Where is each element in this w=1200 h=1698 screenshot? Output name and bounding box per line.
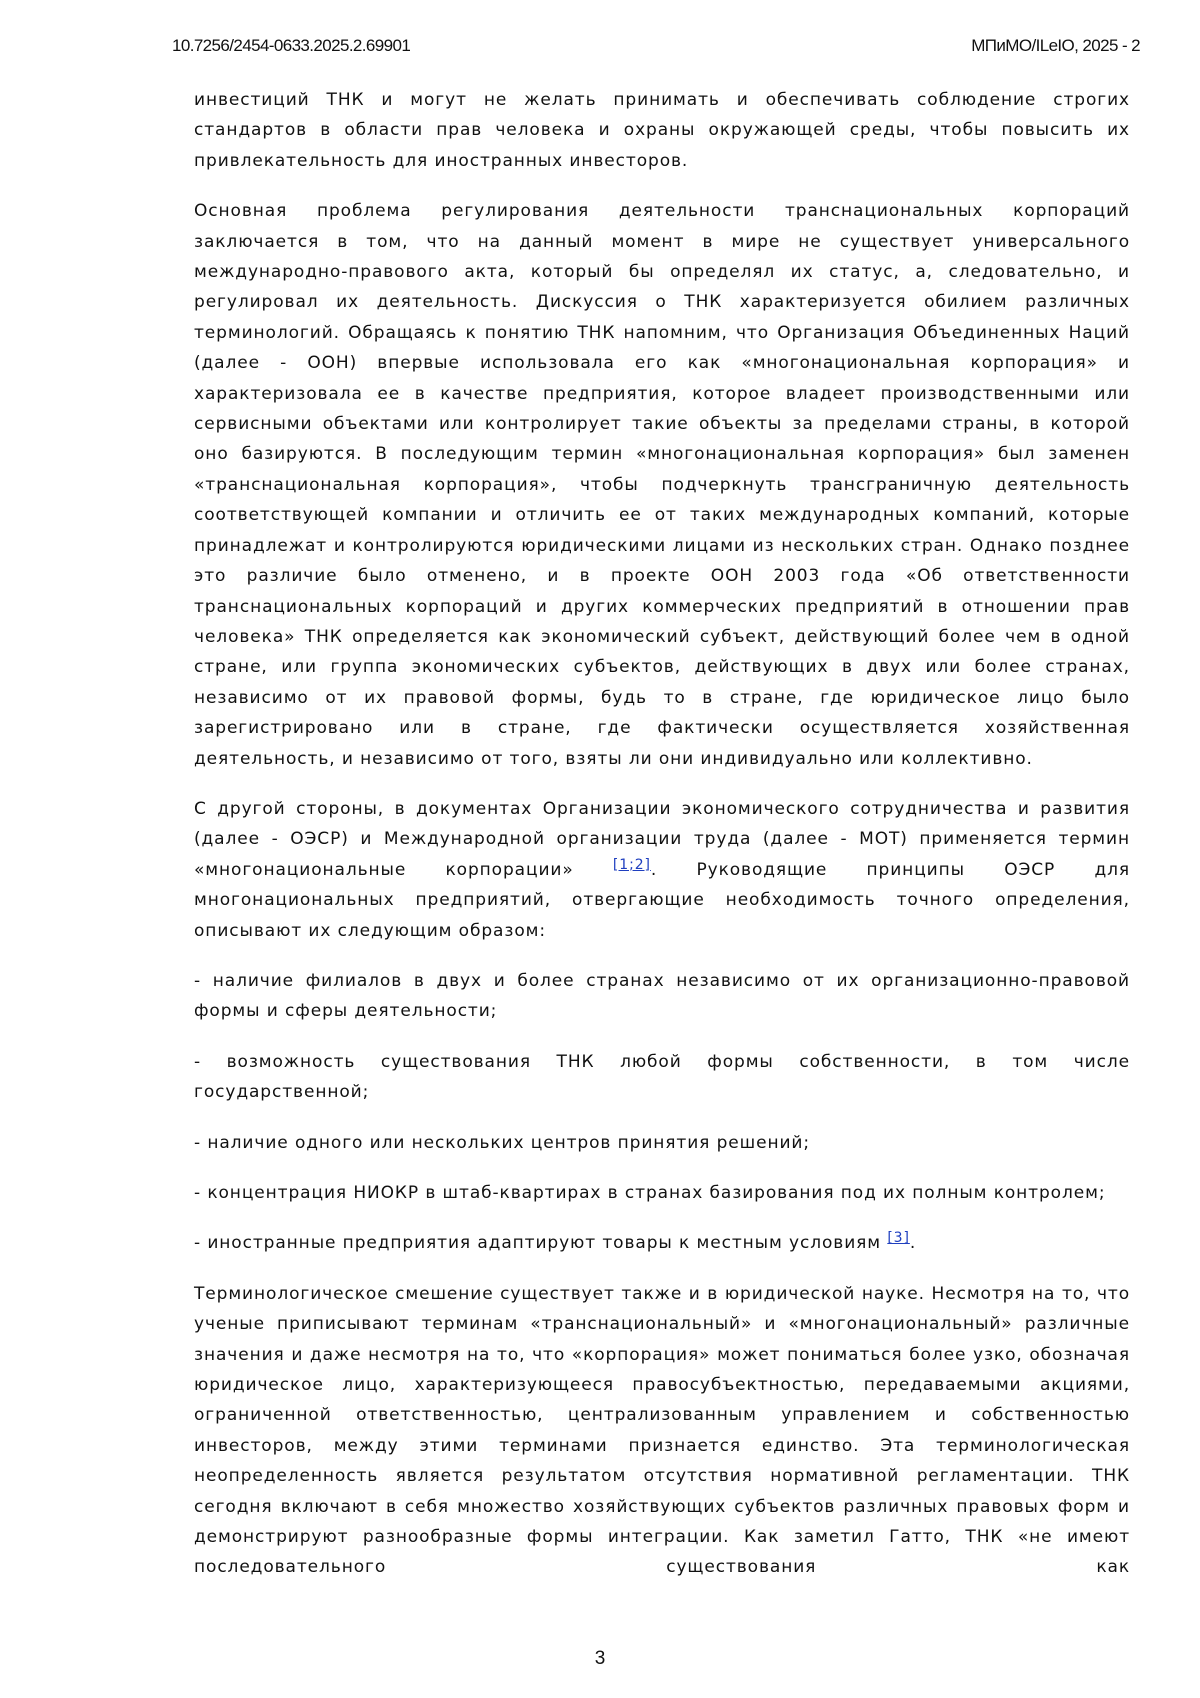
list-item-text: - иностранные предприятия адаптируют товары к местным условиям: [194, 1233, 888, 1254]
list-item: - наличие филиалов в двух и более странах независимо от их организационно-правовой формы и сферы деятельности;: [194, 970, 1130, 1022]
list-item: - концентрация НИОКР в штаб-квартирах в странах базирования под их полным контролем;: [194, 1183, 1106, 1203]
paragraph: инвестиций ТНК и могут не желать принимать и обеспечивать соблюдение строгих стандартов в области прав человека и охраны окружающей среды, чтобы повысить их привлекательность для иностранных инвесторов.: [194, 90, 1130, 171]
article-body: [194, 85, 1130, 1583]
page-number: 3: [594, 1648, 606, 1669]
paragraph-text: С другой стороны, в документах Организации экономического сотрудничества и развития (далее - ОЭСР) и Международной организации труда (далее - МОТ) применяется термин «многонациональные корпорации»: [194, 798, 1130, 880]
list-item: [194, 1228, 1130, 1258]
list-item: - наличие одного или нескольких центров принятия решений;: [194, 1132, 811, 1153]
paragraph: Основная проблема регулирования деятельности транснациональных корпораций заключается в том, что на данный момент в мире не существует универсального международно-правового акта, который бы определял их статус, а, следовательно, и регулировал их деятельность. Дискуссия о ТНК характеризуется обилием различных терминологий. Обращаясь к понятию ТНК напомним, что Организация Объединенных Наций (далее - ООН) впервые использовала его как «многонациональная корпорация» и характеризовала ее в качестве предприятия, которое владеет производственными или сервисными объектами или контролирует такие объекты за пределами страны, в которой оно базируются. В последующим термин «многонациональная корпорация» был заменен «транснациональная корпорация», чтобы подчеркнуть трансграничную деятельность соответствующей компании и отличить ее от таких международных компаний, которые принадлежат и контролируются юридическими лицами из нескольких стран. Однако позднее это различие было отменено, и в проекте ООН 2003 года «Об ответственности транснациональных корпораций и других коммерческих предприятий в отношении прав человека» ТНК определяется как экономический субъект, действующий более чем в одной стране, или группа экономических субъектов, действующих в двух или более странах, независимо от их правовой формы, будь то в стране, где юридическое лицо было зарегистрировано или в стране, где фактически осуществляется хозяйственная деятельность, и независимо от того, взяты ли они индивидуально или коллективно.: [194, 201, 1130, 769]
journal-issue-label: МПиМО/ILeIO, 2025 - 2: [971, 36, 1140, 55]
citation-link[interactable]: [1;2]: [612, 856, 651, 873]
paragraph-text: . Руководящие принципы ОЭСР для многонациональных предприятий, отвергающие необходимость точного определения, описывают их следующим образом:: [194, 859, 1130, 941]
list-item: - возможность существования ТНК любой формы собственности, в том числе государственной;: [194, 1051, 1130, 1103]
paragraph: Терминологическое смешение существует также и в юридической науке. Несмотря на то, что ученые приписывают терминам «транснациональный» и «многонациональный» различные значения и даже несмотря на то, что «корпорация» может пониматься более узко, обозначая юридическое лицо, характеризующееся правосубъектностью, передаваемыми акциями, ограниченной ответственностью, централизованным управлением и собственностью инвесторов, между этими терминами признается единство. Эта терминологическая неопределенность является результатом отсутствия нормативной регламентации. ТНК сегодня включают в себя множество хозяйствующих субъектов различных правовых форм и демонстрируют разнообразные формы интеграции. Как заметил Гатто, ТНК «не имеют последовательного существования как: [194, 1283, 1130, 1578]
list-item-text: .: [909, 1233, 917, 1254]
page-header: [172, 36, 1140, 60]
citation-link[interactable]: [3]: [887, 1230, 910, 1247]
doi-label: 10.7256/2454-0633.2025.2.69901: [172, 36, 411, 55]
paragraph: [194, 794, 1130, 946]
